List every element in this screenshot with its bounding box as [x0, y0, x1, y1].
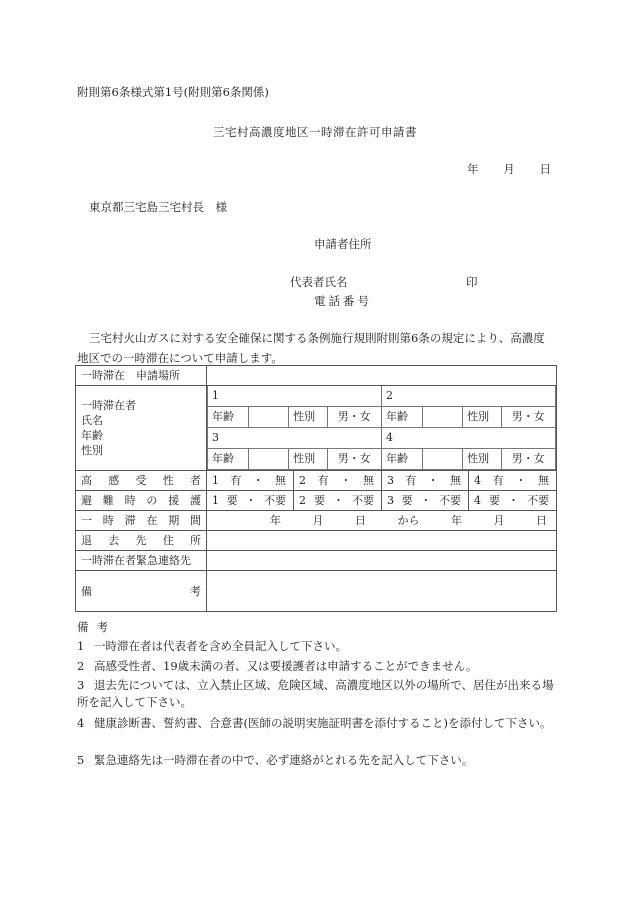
person-2-name-field[interactable]: 2	[381, 386, 555, 407]
option-separator: ・	[333, 494, 344, 507]
period-label	[76, 511, 207, 531]
option-separator: ・	[420, 494, 432, 507]
age-label: 年齢	[208, 449, 249, 470]
sex-label: 性別	[289, 449, 327, 470]
assistance-label	[76, 491, 207, 511]
option-number: 3	[387, 474, 394, 487]
assistance-row	[76, 491, 557, 511]
option-yes: 有	[405, 474, 417, 487]
sensitive-option-4[interactable]	[469, 471, 557, 491]
sensitive-label	[76, 471, 207, 491]
note-item	[77, 658, 557, 675]
label-char: の	[146, 494, 158, 507]
remarks-field[interactable]	[207, 571, 557, 612]
option-separator: ・	[245, 494, 257, 507]
note-number: 2	[77, 659, 85, 673]
option-no: 無	[362, 474, 374, 487]
option-number: 3	[387, 494, 394, 507]
note-text: 緊急連絡先は一時滞在者の中で、必ず連絡がとれる先を記入して下さい。	[94, 753, 474, 767]
note-number: 5	[77, 753, 85, 767]
label-char: 先	[135, 534, 147, 547]
note-text: 健康診断書、誓約書、合意書(医師の説明実施証明書を添付すること)を添付して下さい。	[94, 716, 552, 730]
year-label: 年	[467, 162, 479, 176]
option-yes: 要	[226, 494, 238, 507]
note-text: 高感受性者、19歳未満の者、又は要援護者は申請することができません。	[94, 659, 478, 673]
label-char: 難	[102, 494, 114, 507]
person-2-sex-options[interactable]: 男・女	[501, 407, 555, 428]
date-line	[467, 161, 551, 177]
evac-address-row	[76, 531, 557, 551]
addressee: 東京都三宅島三宅村長 様	[89, 200, 227, 214]
label-char: 期	[168, 514, 180, 527]
month-label: 月	[503, 162, 515, 176]
option-separator: ・	[508, 494, 519, 507]
label-char: 時	[124, 494, 136, 507]
option-yes: 有	[230, 474, 242, 487]
option-no: 無	[537, 474, 549, 487]
label-char: 日	[536, 514, 547, 527]
label-char: 退	[81, 534, 92, 547]
note-item	[77, 715, 557, 732]
option-number: 2	[299, 494, 306, 507]
sex-label: 性別	[289, 407, 327, 428]
label-char: 月	[312, 514, 324, 527]
label-char: 去	[108, 534, 120, 547]
label-char: 備	[81, 584, 92, 598]
phone-label: 電話番号	[314, 294, 372, 308]
option-yes: 要	[401, 494, 413, 507]
person-4-name-field[interactable]: 4	[381, 428, 555, 449]
representative-name-label: 代表者氏名	[290, 275, 348, 289]
emergency-contact-row	[76, 551, 557, 571]
persons-label	[76, 386, 207, 471]
option-no: 不要	[438, 494, 461, 507]
age-label: 年齢	[381, 449, 422, 470]
person-3-age-field[interactable]	[248, 449, 289, 470]
period-field[interactable]	[207, 511, 557, 531]
persons-label-line: 氏名	[81, 414, 103, 427]
application-table	[75, 365, 557, 612]
label-char: 援	[168, 494, 180, 507]
notes-title: 備考	[77, 620, 116, 634]
note-number: 1	[77, 639, 85, 653]
person-3-sex-options[interactable]: 男・女	[327, 449, 381, 470]
option-separator: ・	[515, 474, 527, 487]
sex-label: 性別	[463, 407, 501, 428]
remarks-row	[76, 571, 557, 612]
label-char: から	[397, 514, 420, 527]
person-4-sex-options[interactable]: 男・女	[501, 449, 555, 470]
place-field[interactable]	[207, 366, 557, 386]
option-separator: ・	[427, 474, 439, 487]
note-number: 4	[77, 716, 85, 730]
person-3-name-field[interactable]: 3	[208, 428, 382, 449]
label-char: 所	[190, 534, 201, 547]
place-label: 一時滞在 申請場所	[76, 366, 207, 386]
emergency-contact-field[interactable]	[207, 551, 557, 571]
assistance-option-3[interactable]	[382, 491, 469, 511]
assistance-option-2[interactable]	[294, 491, 382, 511]
option-no: 不要	[352, 494, 374, 507]
option-yes: 有	[492, 474, 504, 487]
option-number: 4	[474, 474, 481, 487]
note-item	[77, 638, 557, 655]
intro-paragraph: 三宅村火山ガスに対する安全確保に関する条例施行規則附則第6条の規定により、高濃度地区での一時滞在について申請します。	[77, 331, 545, 365]
label-char: 高	[81, 474, 92, 487]
option-number: 2	[299, 474, 306, 487]
label-char: 間	[189, 514, 201, 527]
option-no: 無	[274, 474, 286, 487]
label-char: 日	[355, 514, 366, 527]
persons-label-line: 年齢	[81, 429, 103, 442]
sensitive-option-3[interactable]	[382, 471, 469, 491]
person-4-age-field[interactable]	[422, 449, 463, 470]
age-label: 年齢	[381, 407, 422, 428]
option-number: 1	[212, 474, 219, 487]
emergency-contact-label: 一時滞在者緊急連絡先	[76, 551, 207, 571]
option-no: 不要	[263, 494, 286, 507]
label-char: 受	[135, 474, 147, 487]
place-row	[76, 366, 557, 386]
option-no: 不要	[527, 494, 549, 507]
assistance-option-4[interactable]	[469, 491, 557, 511]
assistance-option-1[interactable]	[207, 491, 294, 511]
option-separator: ・	[340, 474, 352, 487]
sensitive-option-2[interactable]	[294, 471, 382, 491]
label-char: 一	[81, 514, 92, 527]
label-char: 避	[81, 494, 92, 507]
label-char: 年	[270, 514, 281, 527]
label-char: 年	[451, 514, 462, 527]
sensitive-option-1[interactable]	[207, 471, 294, 491]
sensitive-row	[76, 471, 557, 491]
person-1-name-field[interactable]: 1	[208, 386, 382, 407]
form-reference: 附則第6条様式第1号(附則第6条関係)	[77, 85, 269, 99]
person-1-age-field[interactable]	[248, 407, 289, 428]
note-item	[77, 677, 557, 711]
evac-address-field[interactable]	[207, 531, 557, 551]
note-text: 一時滞在者は代表者を含め全員記入して下さい。	[94, 639, 347, 653]
sex-label: 性別	[463, 449, 501, 470]
option-separator: ・	[252, 474, 264, 487]
period-row	[76, 511, 557, 531]
label-char: 性	[162, 474, 174, 487]
person-1-sex-options[interactable]: 男・女	[327, 407, 381, 428]
person-2-age-field[interactable]	[422, 407, 463, 428]
age-label: 年齢	[208, 407, 249, 428]
option-yes: 有	[317, 474, 329, 487]
persons-row	[76, 386, 557, 471]
seal-label: 印	[466, 275, 478, 289]
label-char: 感	[108, 474, 120, 487]
option-number: 4	[474, 494, 481, 507]
option-yes: 要	[314, 494, 325, 507]
label-char: 在	[146, 514, 158, 527]
document-title: 三宅村高濃度地区一時滞在許可申請書	[213, 125, 417, 139]
note-item	[77, 752, 557, 769]
evac-address-label	[76, 531, 207, 551]
option-yes: 要	[489, 494, 500, 507]
label-char: 者	[190, 474, 201, 487]
label-char: 護	[189, 494, 201, 507]
option-no: 無	[449, 474, 461, 487]
applicant-address-label: 申請者住所	[314, 237, 372, 251]
day-label: 日	[539, 162, 551, 176]
persons-grid	[207, 386, 557, 471]
note-number: 3	[77, 678, 85, 692]
note-text: 退去先については、立入禁止区域、危険区域、高濃度地区以外の場所で、居住が出来る場所を記入して下さい。	[77, 678, 554, 709]
label-char: 時	[102, 514, 114, 527]
persons-label-line: 一時滞在者	[81, 399, 136, 412]
label-char: 月	[493, 514, 505, 527]
label-char: 住	[162, 534, 174, 547]
remarks-label	[76, 571, 207, 612]
label-char: 考	[190, 584, 201, 598]
persons-label-line: 性別	[81, 444, 103, 457]
label-char: 滞	[124, 514, 136, 527]
option-number: 1	[212, 494, 219, 507]
